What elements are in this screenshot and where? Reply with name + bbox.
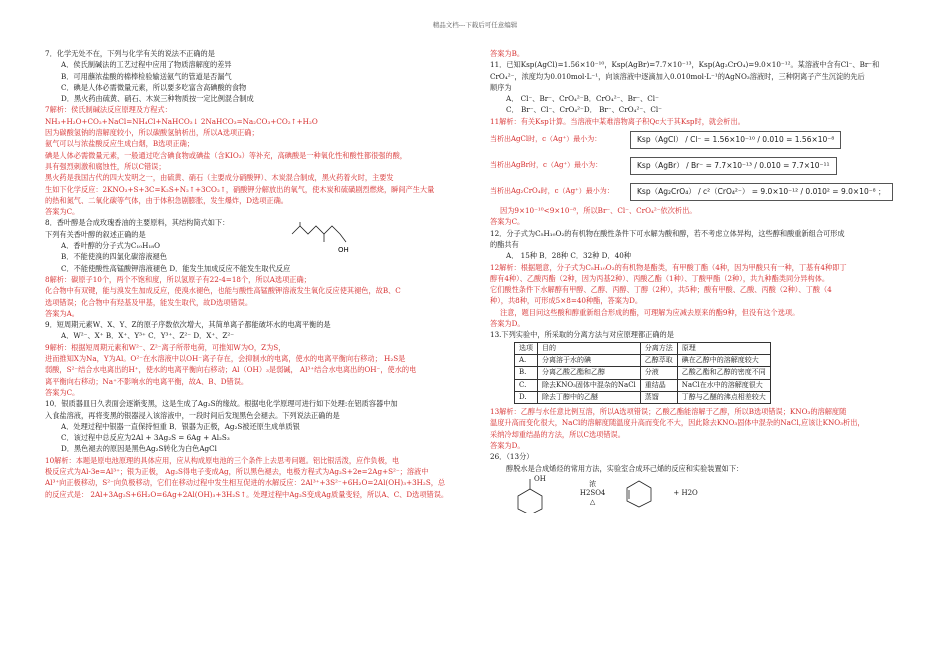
text-line: 的酯共有 [490, 239, 519, 249]
separation-table [514, 342, 771, 404]
text-line: A．香叶醇的分子式为C₁₀H₁₈O [61, 241, 161, 251]
text-line: 答案为C。 [45, 207, 80, 217]
formula-box: Ksp（Ag₂CrO₄） / c²（CrO₄²⁻） = 9.0×10⁻¹² / 0.010² = 9.0×10⁻⁸ ； [630, 183, 893, 200]
text-line: 因为碳酸氢钠的溶解度较小，所以碳酸氢钠析出，所以A选项正确； [45, 128, 259, 138]
text-line: 顺序为 [490, 82, 512, 92]
text-line: D．黑色褪去的原因是黑色Ag₂S转化为白色AgCl [61, 444, 217, 454]
text-line: 8．香叶醇是合成玫瑰香油的主要原料，其结构简式如下： [45, 218, 230, 228]
text-line: 8解析：碳原子10个，两个不饱和度，所以氢原子有22-4=18个，所以A选项正确； [45, 274, 311, 284]
text-line: 种），共8种，可形成5×8=40种酯，答案为D。 [490, 296, 643, 306]
oh-label: OH [534, 475, 546, 484]
text-line: CrO₄²⁻，浓度均为0.010mol·L⁻¹，向该溶液中逐滴加入0.010mol·L⁻¹的AgNO₃溶液时，三种阴离子产生沉淀的先后 [490, 71, 865, 81]
text-line: 10解析：本题是原电池原理的具体应用，应从构成原电池的三个条件上去思考问题。铝比银活泼，应作负极，电 [45, 455, 400, 465]
text-line: 7解析：侯氏制碱法反应原理及方程式： [45, 105, 172, 115]
table-cell: 碘在乙醇中的溶解度较大 [677, 354, 770, 366]
text-line: 9．短周期元素W、X、Y、Z的原子序数依次增大，其简单离子都能破坏水的电离平衡的是 [45, 320, 331, 330]
table-cell: 分离溶于水的碘 [538, 354, 641, 366]
formula-numerator: Ksp（AgCl） [637, 135, 683, 145]
text-line: 答案为C。 [490, 217, 525, 227]
table-row [515, 379, 771, 391]
text-line: 进而推知X为Na，Y为Al。O²⁻在水溶液中以OH⁻离子存在，会抑制水的电离，使水的电离平衡向右移动； H₂S是 [45, 354, 406, 364]
text-line: 答案为D。 [490, 319, 525, 329]
text-line: 13.下列实验中，所采取的分离方法与对应原理都正确的是 [490, 330, 674, 340]
text-line: 注意，题目问这些酸和醇重新组合形成的酯，可理解为应减去原来的酯9种，但没有这个选项。 [500, 307, 800, 317]
table-cell: 乙醇萃取 [640, 354, 677, 366]
table-cell: 蒸馏 [640, 391, 677, 403]
text-line: 下列有关香叶醇的叙述正确的是 [45, 229, 146, 239]
ksp-formula-row [490, 127, 910, 153]
table-header-cell: 原理 [677, 342, 770, 354]
table-header-cell: 分离方法 [640, 342, 677, 354]
text-line: 采纳冷却重结晶的方法，所以C选项错误。 [490, 429, 625, 439]
text-line: A．侯氏制碱法的工艺过程中应用了物质溶解度的差异 [61, 60, 232, 70]
text-line: 答案为D。 [490, 441, 525, 451]
text-line: 选项错误；化合物中有羟基及甲基，能发生取代，故D选项错误。 [45, 297, 253, 307]
condition-3: △ [589, 498, 596, 507]
table-cell: 分液 [640, 367, 677, 379]
right-text-block-1 [490, 48, 910, 127]
text-line: 的热和氮气、二氧化碳等气体，由于体积急剧膨胀，发生爆炸，D选项正确。 [45, 195, 288, 205]
text-line: 氨气可以与浓盐酸反应生成白烟，B选项正确； [45, 139, 195, 149]
left-column [45, 48, 463, 500]
condition-1: 浓 [589, 480, 597, 489]
text-line: B．可用蘸浓盐酸的棉棒检验输送氨气的管道是否漏气 [61, 71, 232, 81]
text-line: A． 15种 B．28种 C．32种 D．40种 [506, 251, 631, 261]
formula-denominator: c²（CrO₄²⁻） [703, 187, 750, 197]
page-header: 精品文档---下载后可任意编辑 [432, 21, 518, 29]
ksp-formulas [490, 127, 910, 205]
svg-text:OH: OH [338, 246, 349, 254]
formula-box: Ksp（AgCl） / Cl⁻ = 1.56×10⁻¹⁰ / 0.010 = 1.56×10⁻⁸ [630, 131, 841, 148]
ksp-formula-row [490, 179, 910, 205]
table-header-cell: 选项 [515, 342, 538, 354]
table-cell: A. [515, 354, 538, 366]
table-cell: B. [515, 367, 538, 379]
table-cell: C. [515, 379, 538, 391]
formula-denominator: Br⁻ [691, 161, 704, 171]
text-line: 它们酸性条件下水解醇有甲醇、乙醇、丙醇、丁醇（2种），共5种；酸有甲酸、乙酸、丙酸（2种）、丁酸（4 [490, 285, 832, 295]
text-line: 离平衡向右移动；Na⁺不影响水的电离平衡，故A、B、D错误。 [45, 376, 249, 386]
text-line: C．不能使酸性高锰酸钾溶液褪色 D．能发生加成反应不能发生取代反应 [61, 263, 291, 273]
formula-value: = 9.0×10⁻¹² / 0.010² = 9.0×10⁻⁸ ； [751, 187, 886, 197]
table-row [515, 391, 771, 403]
formula-label: 当析出AgBr时，c（Ag⁺）最小为： [490, 161, 603, 170]
text-line: 生如下化学反应：2KNO₃+S+3C=K₂S+N₂↑+3CO₂↑，硝酸钾分解放出的氧气，使木炭和硫磺剧烈燃烧，瞬间产生大量 [45, 184, 435, 194]
text-line: 弱酸，S²⁻结合水电离出的H⁺，使水的电离平衡向右移动；Al（OH）₃是弱碱， Al³⁺结合水电离出的OH⁻，使水的电 [45, 365, 417, 375]
table-cell: D. [515, 391, 538, 403]
formula-numerator: Ksp（AgBr） [637, 161, 684, 171]
product-water: + H2O [673, 489, 698, 498]
formula-label: 当析出Ag₂CrO₄时，c（Ag⁺）最小为： [490, 187, 614, 196]
text-line: 极反应式为Al-3e=Al³⁺；银为正极， Ag₂S得电子变成Ag，所以黑色褪去，电极方程式为Ag₂S+2e=2Ag+S²⁻；溶液中 [45, 466, 429, 476]
formula-denominator: Cl⁻ [690, 135, 702, 145]
table-header-cell: 目的 [538, 342, 641, 354]
text-line: A．W²⁻、X⁺ B．X⁺、Y³⁺ C．Y³⁺、Z²⁻ D．X⁺、Z²⁻ [61, 331, 235, 341]
text-line: C．该过程中总反应为2Al + 3Ag₂S = 6Ag + Al₂S₃ [61, 433, 230, 443]
text-line: 醇有4种）、乙酸丙酯（2种，因为丙基2种）、丙酸乙酯（1种）、丁酸甲酯（2种），共九种酯类同分异构体。 [490, 273, 830, 283]
text-line: A．处理过程中银器一直保持恒重 B．银器为正极，Ag₂S被还原生成单质银 [61, 421, 300, 431]
table-header-row [515, 342, 771, 354]
text-line: 11．已知Ksp(AgCl)=1.56×10⁻¹⁰，Ksp(AgBr)=7.7×10⁻¹³，Ksp(Ag₂CrO₄)=9.0×10⁻¹²。某溶液中含有Cl⁻、Br⁻和 [490, 60, 880, 70]
table-row [515, 354, 771, 366]
right-text-block-2 [490, 205, 910, 341]
text-line: 答案为A。 [45, 308, 79, 318]
right-text-block-3 [490, 406, 910, 474]
text-line: C．碘是人体必需微量元素，所以要多吃富含高碘酸的食物 [61, 82, 247, 92]
text-line: 12．分子式为C₅H₁₀O₂的有机物在酸性条件下可水解为酸和醇，若不考虑立体异构，这些醇和酸重新组合可形成 [490, 228, 845, 238]
text-line: 11解析：有关Ksp计算。当溶液中某难溶物离子积Qc大于其Ksp时，就会析出。 [490, 116, 745, 126]
text-line: D．黑火药由硫黄、硝石、木炭三种物质按一定比例混合制成 [61, 94, 254, 104]
condition-2: H2SO4 [579, 489, 606, 498]
ksp-formula-row [490, 153, 910, 179]
text-line: 因为9×10⁻¹⁰<9×10⁻⁸，所以Br⁻、Cl⁻、CrO₄²⁻依次析出。 [500, 206, 697, 216]
text-line: 7．化学无处不在，下列与化学有关的说法不正确的是 [45, 49, 215, 58]
text-line: 温度升高而变化很大，NaCl的溶解度随温度升高而变化不大，因此除去KNO₃固体中混杂的NaCl,应该让KNO₃析出， [490, 418, 865, 428]
text-line: 具有强烈刺激和腐蚀性，所以C错误； [45, 161, 166, 171]
reaction-equation [490, 474, 910, 514]
reaction-conditions [580, 480, 606, 507]
text-line: 碘是人体必需微量元素，一般通过吃含碘食物或碘盐（含KIO₃）等补充，高碘酸是一种氧化性和酸性都很强的酸， [45, 150, 407, 160]
table-cell: 除去丁醇中的乙醚 [538, 391, 641, 403]
table-cell: 乙酸乙酯和乙醇的密度不同 [677, 367, 770, 379]
formula-box: Ksp（AgBr） / Br⁻ = 7.7×10⁻¹³ / 0.010 = 7.7×10⁻¹¹ [630, 157, 837, 174]
table-cell: 分离乙酸乙酯和乙醇 [538, 367, 641, 379]
text-line: 13解析：乙醇与水任意比例互溶，所以A选项错误；乙酸乙酯能溶解于乙醇，所以B选项错误；KNO₃的溶解度随 [490, 407, 847, 417]
text-line: 黑火药是我国古代的四大发明之一，由硫黄、硝石（主要成分硝酸钾）、木炭混合制成，黑火药着火时，主要发 [45, 173, 394, 183]
table-cell: NaCl在水中的溶解度很大 [677, 379, 770, 391]
cyclohexene-structure [619, 475, 659, 513]
text-line: A． Cl⁻、Br⁻、CrO₄²⁻B．CrO₄²⁻、Br⁻、Cl⁻ [506, 94, 659, 104]
text-line: C． Br⁻、Cl⁻、CrO₄²⁻D． Br⁻、CrO₄²⁻、Cl⁻ [506, 105, 662, 115]
text-line: B．不能使溴的四氯化碳溶液褪色 [61, 252, 167, 262]
text-line: 的反应式是： 2Al+3Ag₂S+6H₂O=6Ag+2Al(OH)₃+3H₂S↑。处理过程中Ag₂S变成Ag质量变轻，所以A、C、D选项错误。 [45, 489, 449, 499]
formula-numerator: Ksp（Ag₂CrO₄） [637, 187, 696, 197]
text-line: 入食盐溶液，再将变黑的银器浸入该溶液中，一段时间后发现黑色会褪去。下列说法正确的是 [45, 410, 340, 420]
text-line: 26．（13分） [490, 452, 534, 462]
text-line: Al³⁺向正极移动，S²⁻向负极移动，它们在移动过程中发生相互促进的水解反应：2Al³⁺+3S²⁻+6H₂O=2Al(OH)₃+3H₂S，总 [45, 478, 446, 488]
table-cell: 除去KNO₃固体中混杂的NaCl [538, 379, 641, 391]
text-line: 答案为B。 [490, 49, 525, 58]
formula-value: = 1.56×10⁻¹⁰ / 0.010 = 1.56×10⁻⁸ [703, 135, 835, 145]
formula-value: = 7.7×10⁻¹³ / 0.010 = 7.7×10⁻¹¹ [705, 161, 830, 171]
geraniol-structure [288, 222, 358, 262]
formula-label: 当析出AgCl时，c（Ag⁺）最小为： [490, 135, 602, 144]
text-line: 9解析：根据短周期元素和W²⁻、Z²⁻离子所带电荷，可推知W为O，Z为S， [45, 342, 286, 352]
text-line: 醇脱水是合成烯烃的常用方法，实验室合成环己烯的反应和实验装置如下： [506, 463, 744, 473]
text-line: NH₃+H₂O+CO₂+NaCl=NH₄Cl+NaHCO₃↓ 2NaHCO₃=Na₂CO₃+CO₂↑+H₂O [45, 116, 318, 126]
text-line: 10．银质器皿日久表面会逐渐变黑，这是生成了Ag₂S的缘故。根据电化学原理可进行如下处理:在铝质容器中加 [45, 399, 398, 409]
table-cell: 丁醇与乙醚的沸点相差较大 [677, 391, 770, 403]
text-line: 答案为C。 [45, 387, 80, 397]
table-cell: 重结晶 [640, 379, 677, 391]
text-line: 12解析：根据题意，分子式为C₅H₁₀O₂的有机物是酯类，有甲酸丁酯（4种，因为甲酸只有一种，丁基有4种即丁 [490, 262, 847, 272]
table-row [515, 367, 771, 379]
text-line: 化合物中有双键，能与溴发生加成反应，使溴水褪色，也能与酸性高锰酸钾溶液发生氧化反应使其褪色，故B、C [45, 286, 401, 296]
right-column [490, 48, 910, 514]
